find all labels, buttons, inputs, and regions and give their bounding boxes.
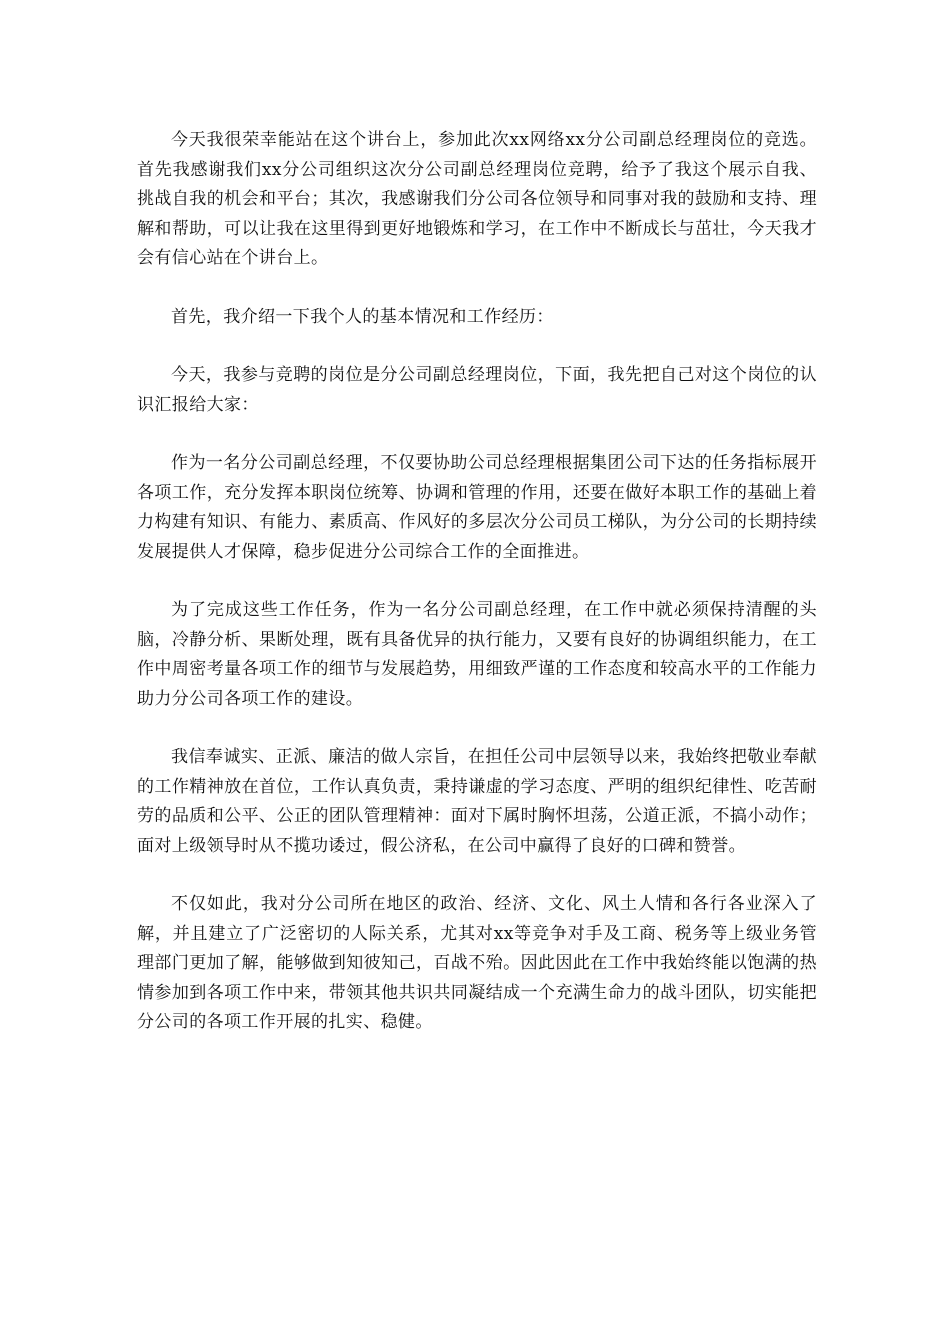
paragraph-4: 作为一名分公司副总经理，不仅要协助公司总经理根据集团公司下达的任务指标展开各项工作，充分发挥本职岗位统筹、协调和管理的作用，还要在做好本职工作的基础上着力构建有知识、有能力、素质高、作风好的多层次分公司员工梯队，为分公司的长期持续发展提供人才保障，稳步促进分公司综合工作的全面推进。	[137, 453, 817, 562]
paragraph-7: 不仅如此，我对分公司所在地区的政治、经济、文化、风土人情和各行各业深入了解，并且建立了广泛密切的人际关系，尤其对xx等竞争对手及工商、税务等上级业务管理部门更加了解，能够做到知彼知己，百战不殆。因此因此在工作中我始终能以饱满的热情参加到各项工作中来，带领其他共识共同凝结成一个充满生命力的战斗团队，切实能把分公司的各项工作开展的扎实、稳健。	[137, 894, 817, 1032]
paragraph-5: 为了完成这些工作任务，作为一名分公司副总经理，在工作中就必须保持清醒的头脑，冷静分析、果断处理，既有具备优异的执行能力，又要有良好的协调组织能力，在工作中周密考量各项工作的细节与发展趋势，用细致严谨的工作态度和较高水平的工作能力助力分公司各项工作的建设。	[137, 600, 817, 709]
paragraph-1: 今天我很荣幸能站在这个讲台上，参加此次xx网络xx分公司副总经理岗位的竞选。首先我感谢我们xx分公司组织这次分公司副总经理岗位竞聘，给予了我这个展示自我、挑战自我的机会和平台；其次，我感谢我们分公司各位领导和同事对我的鼓励和支持、理解和帮助，可以让我在这里得到更好地锻炼和学习，在工作中不断成长与茁壮，今天我才会有信心站在个讲台上。	[137, 130, 817, 268]
paragraph-3: 今天，我参与竞聘的岗位是分公司副总经理岗位，下面，我先把自己对这个岗位的认识汇报给大家：	[137, 365, 817, 415]
paragraph-2: 首先，我介绍一下我个人的基本情况和工作经历：	[171, 306, 554, 327]
paragraph-6: 我信奉诚实、正派、廉洁的做人宗旨，在担任公司中层领导以来，我始终把敬业奉献的工作精神放在首位，工作认真负责，秉持谦虚的学习态度、严明的组织纪律性、吃苦耐劳的品质和公平、公正的团队管理精神：面对下属时胸怀坦荡，公道正派，不搞小动作；面对上级领导时从不揽功诿过，假公济私，在公司中赢得了良好的口碑和赞誉。	[137, 747, 817, 856]
document-body	[137, 126, 817, 1067]
